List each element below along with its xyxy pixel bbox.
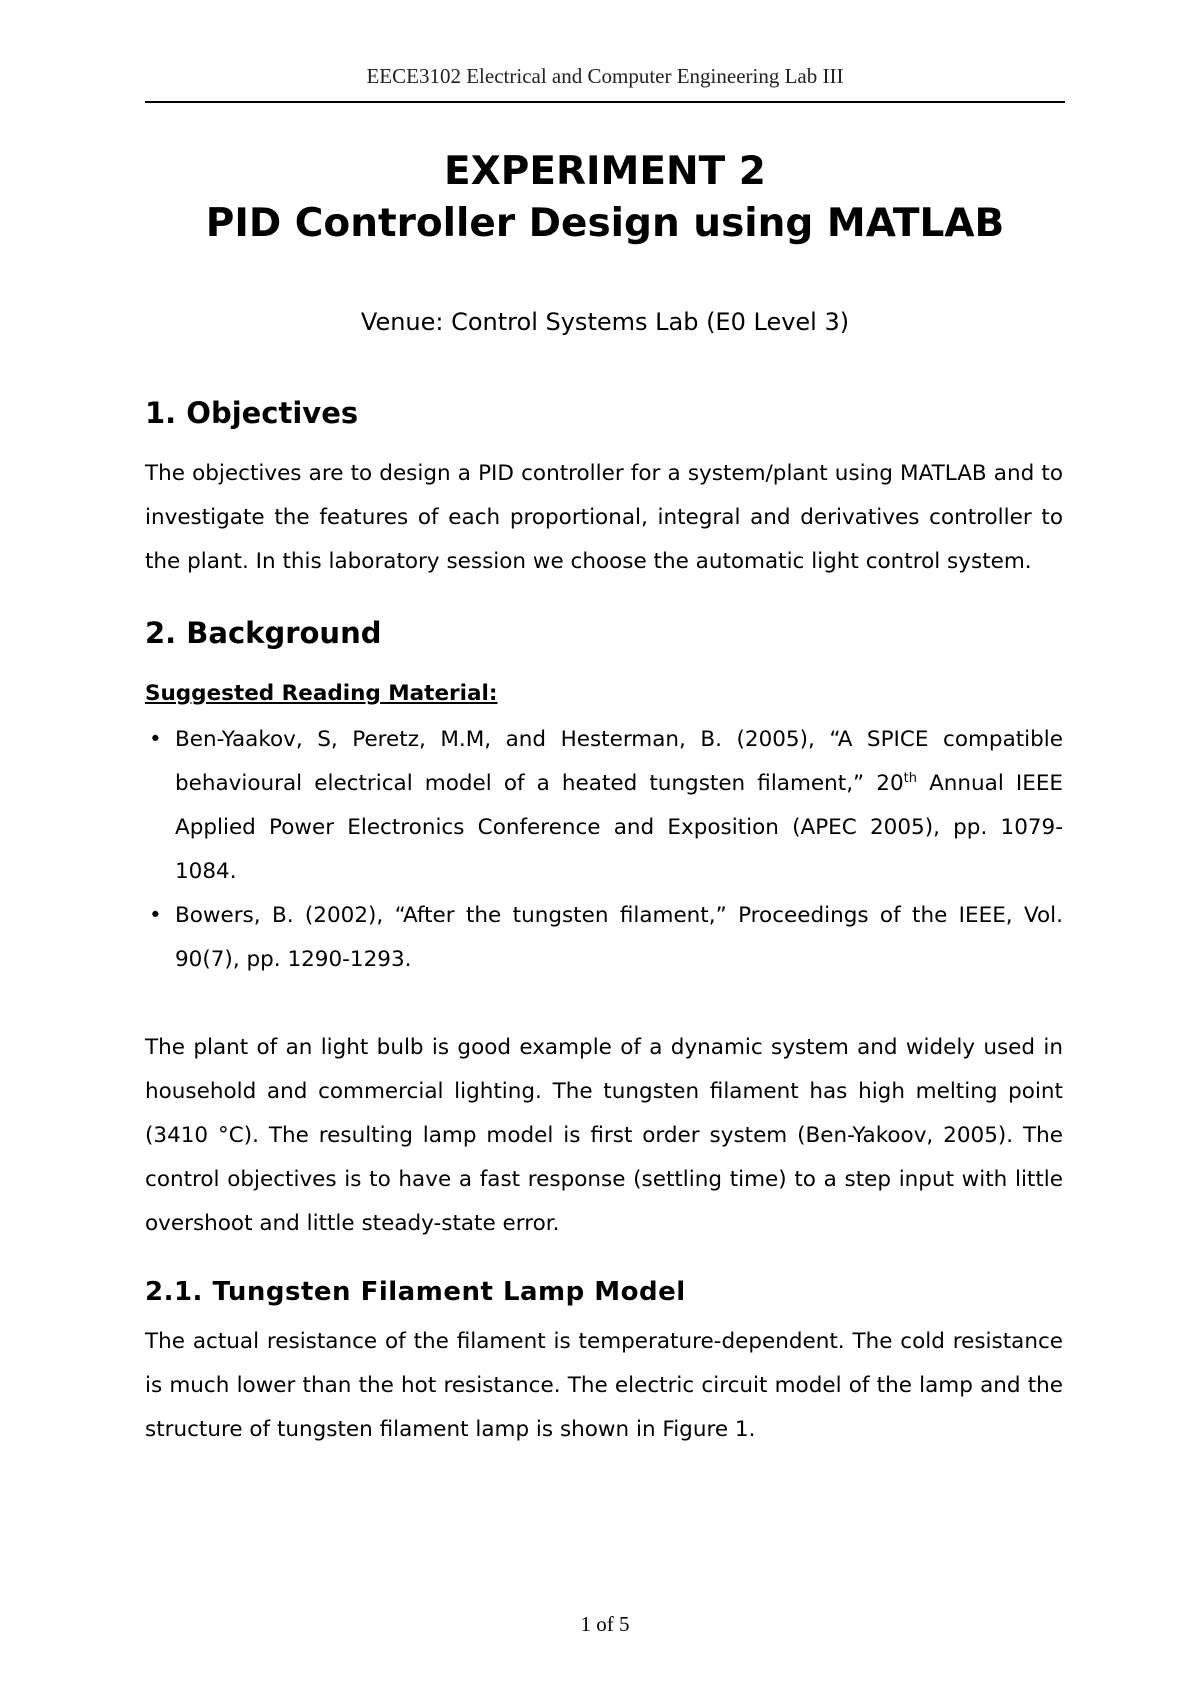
lamp-model-paragraph: The actual resistance of the filament is temperature-dependent. The cold resistance is much lower than the hot resistance. The electric circuit model of the lamp and the structure of tungsten filament lamp is shown in Figure 1. bbox=[145, 1329, 1063, 1442]
background-heading: 2. Background bbox=[145, 616, 382, 650]
running-header: EECE3102 Electrical and Computer Engineering Lab III bbox=[366, 64, 844, 88]
reference-list bbox=[145, 718, 1063, 982]
objectives-heading: 1. Objectives bbox=[145, 396, 359, 430]
reference-item: • Bowers, B. (2002), “After the tungsten filament,” Proceedings of the IEEE, Vol. 90(7), pp. 1290-1293. bbox=[145, 894, 1063, 982]
suggested-reading-label: Suggested Reading Material: bbox=[145, 681, 498, 706]
reference-item: • Ben-Yaakov, S, Peretz, M.M, and Hesterman, B. (2005), “A SPICE compatible behavioural electrical model of a heated tungsten filament,” 20th Annual IEEE Applied Power Electronics Conference and Exposition (APEC 2005), pp. 1079-1084. bbox=[145, 718, 1063, 894]
experiment-title: PID Controller Design using MATLAB bbox=[205, 201, 1005, 246]
page-number: 1 of 5 bbox=[580, 1612, 630, 1636]
background-paragraph: The plant of an light bulb is good example of a dynamic system and widely used in household and commercial lighting. The tungsten filament has high melting point (3410 °C). The resulting lamp model is first order system (Ben-Yakoov, 2005). The control objectives is to have a fast response (settling time) to a step input with little overshoot and little steady-state error. bbox=[145, 1035, 1063, 1236]
header-rule bbox=[145, 101, 1065, 103]
lamp-model-heading: 2.1. Tungsten Filament Lamp Model bbox=[145, 1277, 686, 1307]
venue: Venue: Control Systems Lab (E0 Level 3) bbox=[360, 308, 850, 336]
objectives-paragraph: The objectives are to design a PID controller for a system/plant using MATLAB and to investigate the features of each proportional, integral and derivatives controller to the plant. In this laboratory session we choose the automatic light control system. bbox=[145, 461, 1063, 574]
title-block bbox=[145, 146, 1065, 250]
bullet-icon: • bbox=[149, 903, 162, 928]
bullet-icon: • bbox=[149, 727, 162, 752]
experiment-number: EXPERIMENT 2 bbox=[444, 149, 766, 194]
